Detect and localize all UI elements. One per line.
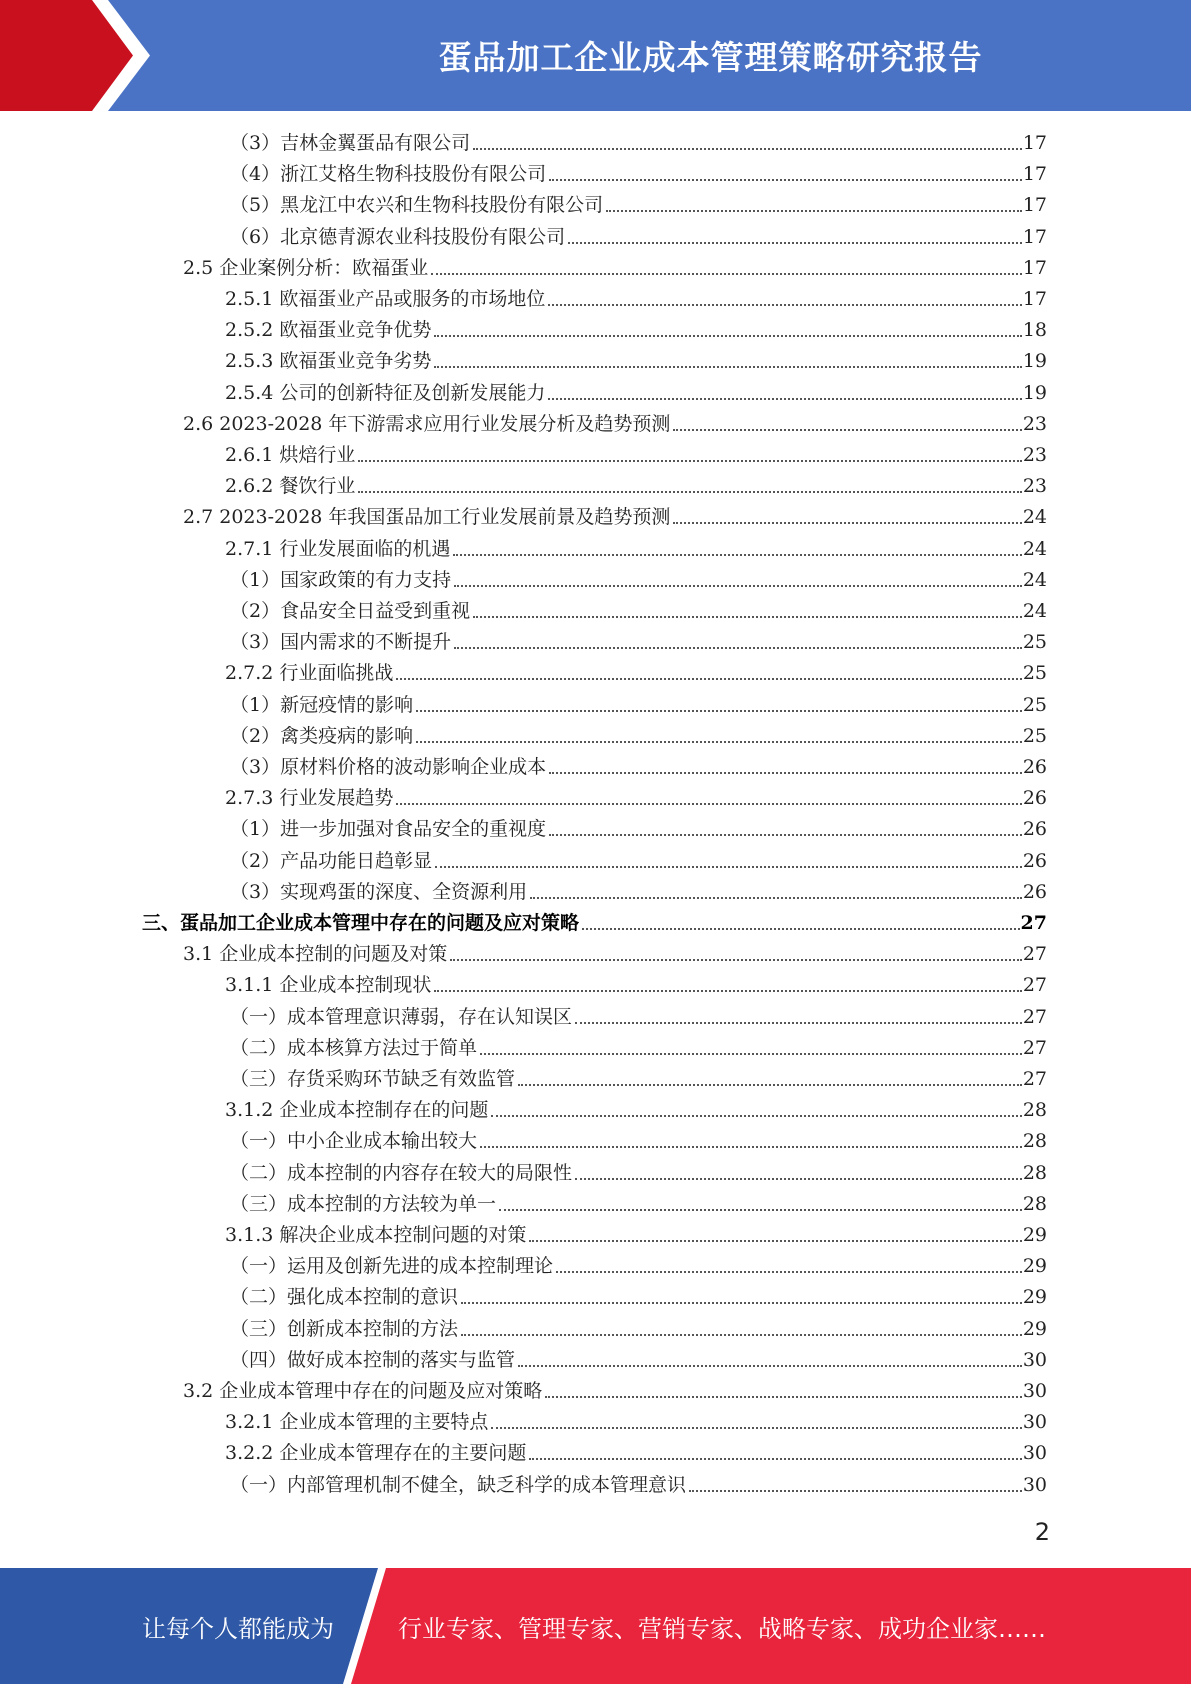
toc-dot-leader [491, 1114, 1021, 1117]
toc-entry-page: 24 [1022, 600, 1047, 622]
toc-entry-page: 28 [1022, 1192, 1047, 1215]
toc-dot-leader [689, 1489, 1022, 1492]
toc-entry-page: 26 [1022, 756, 1047, 778]
toc-dot-leader [461, 1333, 1022, 1336]
toc-entry-page: 27 [1022, 1036, 1047, 1059]
toc-entry[interactable] [230, 1251, 1047, 1282]
toc-entry-title: 3.2.2 企业成本管理存在的主要问题 [225, 1442, 527, 1465]
toc-entry-title: （三）成本控制的方法较为单一 [230, 1192, 497, 1215]
toc-entry-page: 17 [1022, 288, 1047, 310]
toc-entry-title: （二）成本核算方法过于简单 [230, 1036, 478, 1059]
page-header [0, 0, 1191, 111]
toc-dot-leader [518, 1083, 1022, 1086]
toc-entry-page: 25 [1022, 631, 1047, 654]
toc-entry-title: （一）中小企业成本输出较大 [230, 1130, 478, 1153]
toc-entry-page: 29 [1022, 1286, 1047, 1309]
toc-dot-leader [416, 740, 1022, 743]
toc-entry[interactable] [230, 1314, 1047, 1345]
toc-entry-title: （3）原材料价格的波动影响企业成本 [230, 756, 547, 778]
toc-dot-leader [480, 1052, 1022, 1055]
toc-entry-title: 2.5.2 欧福蛋业竞争优势 [225, 319, 432, 342]
toc-entry-page: 23 [1022, 475, 1047, 498]
header-arrow-decoration [0, 0, 160, 111]
toc-entry-page: 30 [1022, 1411, 1047, 1434]
toc-entry-title: （1）进一步加强对食品安全的重视度 [230, 818, 547, 841]
toc-entry-title: （一）内部管理机制不健全，缺乏科学的成本管理意识 [230, 1473, 687, 1496]
toc-dot-leader [545, 1395, 1022, 1398]
toc-entry-page: 27 [1022, 1005, 1047, 1028]
toc-entry[interactable] [230, 721, 1047, 752]
toc-dot-leader [549, 771, 1022, 774]
toc-entry[interactable] [230, 596, 1047, 627]
toc-entry-page: 26 [1022, 787, 1047, 810]
toc-entry-page: 23 [1022, 444, 1047, 466]
toc-entry-title: 3.1.1 企业成本控制现状 [225, 974, 432, 997]
toc-entry[interactable] [230, 1345, 1047, 1376]
toc-entry-page: 17 [1022, 163, 1047, 186]
toc-dot-leader [454, 584, 1022, 587]
toc-entry-title: 2.6.2 餐饮行业 [225, 475, 356, 498]
toc-entry-page: 18 [1022, 319, 1047, 342]
toc-entry[interactable] [230, 1158, 1047, 1189]
toc-entry-page: 17 [1022, 225, 1047, 248]
toc-entry-page: 24 [1022, 537, 1047, 560]
toc-dot-leader [549, 833, 1022, 836]
toc-entry[interactable] [142, 908, 1047, 939]
toc-entry[interactable] [230, 1064, 1047, 1095]
toc-entry-page: 26 [1022, 849, 1047, 872]
toc-entry-page: 27 [1022, 974, 1047, 997]
toc-entry[interactable] [225, 658, 1047, 689]
toc-dot-leader [358, 459, 1021, 462]
toc-entry-title: 2.7.2 行业面临挑战 [225, 662, 394, 685]
toc-entry[interactable] [225, 1407, 1047, 1438]
toc-dot-leader [453, 553, 1021, 556]
toc-dot-leader [396, 802, 1021, 805]
toc-entry-page: 19 [1022, 350, 1047, 373]
toc-dot-leader [435, 865, 1022, 868]
toc-entry-title: 3.1.3 解决企业成本控制问题的对策 [225, 1224, 527, 1246]
toc-dot-leader [673, 521, 1021, 524]
toc-dot-leader [582, 927, 1020, 930]
toc-entry-title: （三）存货采购环节缺乏有效监管 [230, 1068, 516, 1090]
toc-dot-leader [431, 272, 1022, 275]
toc-entry-title: 2.5 企业案例分析：欧福蛋业 [183, 256, 429, 279]
toc-entry-title: （四）做好成本控制的落实与监管 [230, 1348, 516, 1371]
toc-entry-page: 28 [1022, 1130, 1047, 1153]
toc-entry[interactable] [230, 627, 1047, 658]
toc-entry-title: （1）国家政策的有力支持 [230, 568, 452, 591]
toc-entry-page: 25 [1022, 662, 1047, 685]
toc-dot-leader [568, 241, 1022, 244]
toc-entry-title: 3.2.1 企业成本管理的主要特点 [225, 1411, 489, 1434]
toc-dot-leader [529, 1457, 1021, 1460]
toc-dot-leader [518, 1364, 1022, 1367]
toc-entry[interactable] [225, 346, 1047, 377]
toc-dot-leader [548, 397, 1021, 400]
toc-entry[interactable] [230, 565, 1047, 596]
toc-entry-title: （2）食品安全日益受到重视 [230, 600, 471, 622]
footer-slogan-left: 让每个人都能成为 [142, 1614, 334, 1643]
footer-slogan-right: 行业专家、管理专家、营销专家、战略专家、成功企业家…… [398, 1614, 1046, 1643]
toc-entry-page: 29 [1022, 1317, 1047, 1340]
toc-entry-page: 28 [1022, 1161, 1047, 1184]
toc-entry-page: 17 [1022, 132, 1047, 154]
toc-entry-page: 29 [1022, 1255, 1047, 1278]
toc-dot-leader [530, 896, 1022, 899]
toc-entry-title: （二）强化成本控制的意识 [230, 1286, 459, 1309]
toc-entry-title: （2）产品功能日趋彰显 [230, 849, 433, 872]
toc-entry[interactable] [230, 690, 1047, 721]
toc-entry[interactable] [183, 939, 1047, 970]
toc-entry[interactable] [225, 315, 1047, 346]
toc-dot-leader [606, 209, 1022, 212]
toc-entry[interactable] [225, 378, 1047, 409]
toc-entry-page: 30 [1022, 1380, 1047, 1402]
toc-dot-leader [499, 1208, 1022, 1211]
toc-dot-leader [575, 1177, 1022, 1180]
toc-entry-page: 17 [1022, 256, 1047, 279]
toc-dot-leader [549, 178, 1022, 181]
toc-dot-leader [416, 709, 1022, 712]
toc-entry-title: 2.6 2023-2028 年下游需求应用行业发展分析及趋势预测 [183, 412, 671, 435]
toc-dot-leader [454, 646, 1022, 649]
toc-entry-page: 29 [1022, 1224, 1047, 1246]
toc-dot-leader [556, 1270, 1022, 1273]
toc-entry[interactable] [230, 1470, 1047, 1501]
toc-entry-page: 30 [1022, 1473, 1047, 1496]
toc-entry-page: 30 [1022, 1442, 1047, 1465]
toc-dot-leader [434, 334, 1021, 337]
toc-entry-title: 2.7 2023-2028 年我国蛋品加工行业发展前景及趋势预测 [183, 506, 671, 529]
toc-entry-page: 27 [1022, 943, 1047, 966]
toc-dot-leader [396, 677, 1021, 680]
toc-entry-title: 2.5.3 欧福蛋业竞争劣势 [225, 350, 432, 373]
toc-dot-leader [461, 1301, 1022, 1304]
toc-entry[interactable] [230, 846, 1047, 877]
toc-entry-page: 27 [1020, 912, 1047, 934]
toc-dot-leader [491, 1426, 1021, 1429]
toc-entry-title: （2）禽类疫病的影响 [230, 724, 414, 747]
toc-entry[interactable] [230, 1189, 1047, 1220]
toc-entry-title: （1）新冠疫情的影响 [230, 693, 414, 716]
toc-entry[interactable] [230, 222, 1047, 253]
toc-entry-page: 23 [1022, 412, 1047, 435]
toc-entry[interactable] [225, 534, 1047, 565]
toc-entry-title: （4）浙江艾格生物科技股份有限公司 [230, 163, 547, 186]
toc-dot-leader [548, 303, 1021, 306]
toc-entry-title: （一）运用及创新先进的成本控制理论 [230, 1255, 554, 1278]
toc-entry[interactable] [225, 284, 1047, 315]
toc-entry[interactable] [225, 471, 1047, 502]
toc-dot-leader [473, 615, 1022, 618]
toc-entry-title: 2.7.1 行业发展面临的机遇 [225, 537, 451, 560]
toc-entry[interactable] [230, 159, 1047, 190]
toc-dot-leader [673, 428, 1021, 431]
toc-entry-title: （3）吉林金翼蛋品有限公司 [230, 132, 471, 154]
toc-entry[interactable] [225, 440, 1047, 471]
toc-entry-page: 24 [1022, 568, 1047, 591]
toc-entry-page: 25 [1022, 724, 1047, 747]
toc-entry-title: （5）黑龙江中农兴和生物科技股份有限公司 [230, 194, 604, 217]
toc-entry-page: 17 [1022, 194, 1047, 217]
toc-entry-page: 25 [1022, 693, 1047, 716]
toc-entry-title: 三、蛋品加工企业成本管理中存在的问题及应对策略 [142, 912, 580, 934]
toc-entry-page: 19 [1022, 381, 1047, 404]
toc-entry[interactable] [230, 1282, 1047, 1313]
toc-dot-leader [450, 958, 1022, 961]
toc-entry-title: （三）创新成本控制的方法 [230, 1317, 459, 1340]
toc-dot-leader [434, 989, 1021, 992]
toc-entry-title: 2.5.1 欧福蛋业产品或服务的市场地位 [225, 288, 546, 310]
toc-entry-title: （二）成本控制的内容存在较大的局限性 [230, 1161, 573, 1184]
page-number: 2 [1034, 1518, 1050, 1546]
toc-entry[interactable] [183, 409, 1047, 440]
toc-entry-title: （6）北京德青源农业科技股份有限公司 [230, 225, 566, 248]
toc-entry[interactable] [230, 1033, 1047, 1064]
toc-entry-page: 26 [1022, 880, 1047, 903]
toc-entry[interactable] [230, 128, 1047, 159]
toc-entry[interactable] [230, 1126, 1047, 1157]
toc-entry-title: 2.7.3 行业发展趋势 [225, 787, 394, 810]
toc-entry[interactable] [225, 1220, 1047, 1251]
toc-entry-title: 3.1.2 企业成本控制存在的问题 [225, 1099, 489, 1122]
toc-entry[interactable] [225, 970, 1047, 1001]
toc-entry-page: 27 [1022, 1068, 1047, 1090]
toc-dot-leader [434, 365, 1021, 368]
toc-entry[interactable] [183, 502, 1047, 533]
toc-entry[interactable] [230, 752, 1047, 783]
page-footer [0, 1568, 1191, 1684]
toc-entry-page: 28 [1022, 1099, 1047, 1122]
toc-entry-page: 26 [1022, 818, 1047, 841]
toc-entry[interactable] [230, 877, 1047, 908]
toc-entry[interactable] [230, 1002, 1047, 1033]
toc-dot-leader [529, 1239, 1021, 1242]
toc-entry[interactable] [230, 190, 1047, 221]
toc-entry-title: 2.6.1 烘焙行业 [225, 444, 356, 466]
toc-entry-page: 24 [1022, 506, 1047, 529]
toc-entry[interactable] [230, 814, 1047, 845]
toc-entry-title: （3）实现鸡蛋的深度、全资源利用 [230, 880, 528, 903]
toc-entry-title: 2.5.4 公司的创新特征及创新发展能力 [225, 381, 546, 404]
toc-entry-title: （3）国内需求的不断提升 [230, 631, 452, 654]
report-title: 蛋品加工企业成本管理策略研究报告 [438, 38, 983, 77]
toc-entry-title: 3.1 企业成本控制的问题及对策 [183, 943, 448, 966]
toc-entry[interactable] [225, 1438, 1047, 1469]
toc-entry-title: （一）成本管理意识薄弱，存在认知误区 [230, 1005, 573, 1028]
toc-entry-title: 3.2 企业成本管理中存在的问题及应对策略 [183, 1380, 543, 1402]
toc-dot-leader [480, 1145, 1022, 1148]
toc-dot-leader [473, 147, 1022, 150]
toc-entry[interactable] [225, 783, 1047, 814]
toc-dot-leader [358, 490, 1021, 493]
toc-entry[interactable] [183, 1376, 1047, 1407]
toc-dot-leader [575, 1021, 1022, 1024]
toc-entry[interactable] [225, 1095, 1047, 1126]
toc-entry[interactable] [183, 253, 1047, 284]
toc-entry-page: 30 [1022, 1348, 1047, 1371]
